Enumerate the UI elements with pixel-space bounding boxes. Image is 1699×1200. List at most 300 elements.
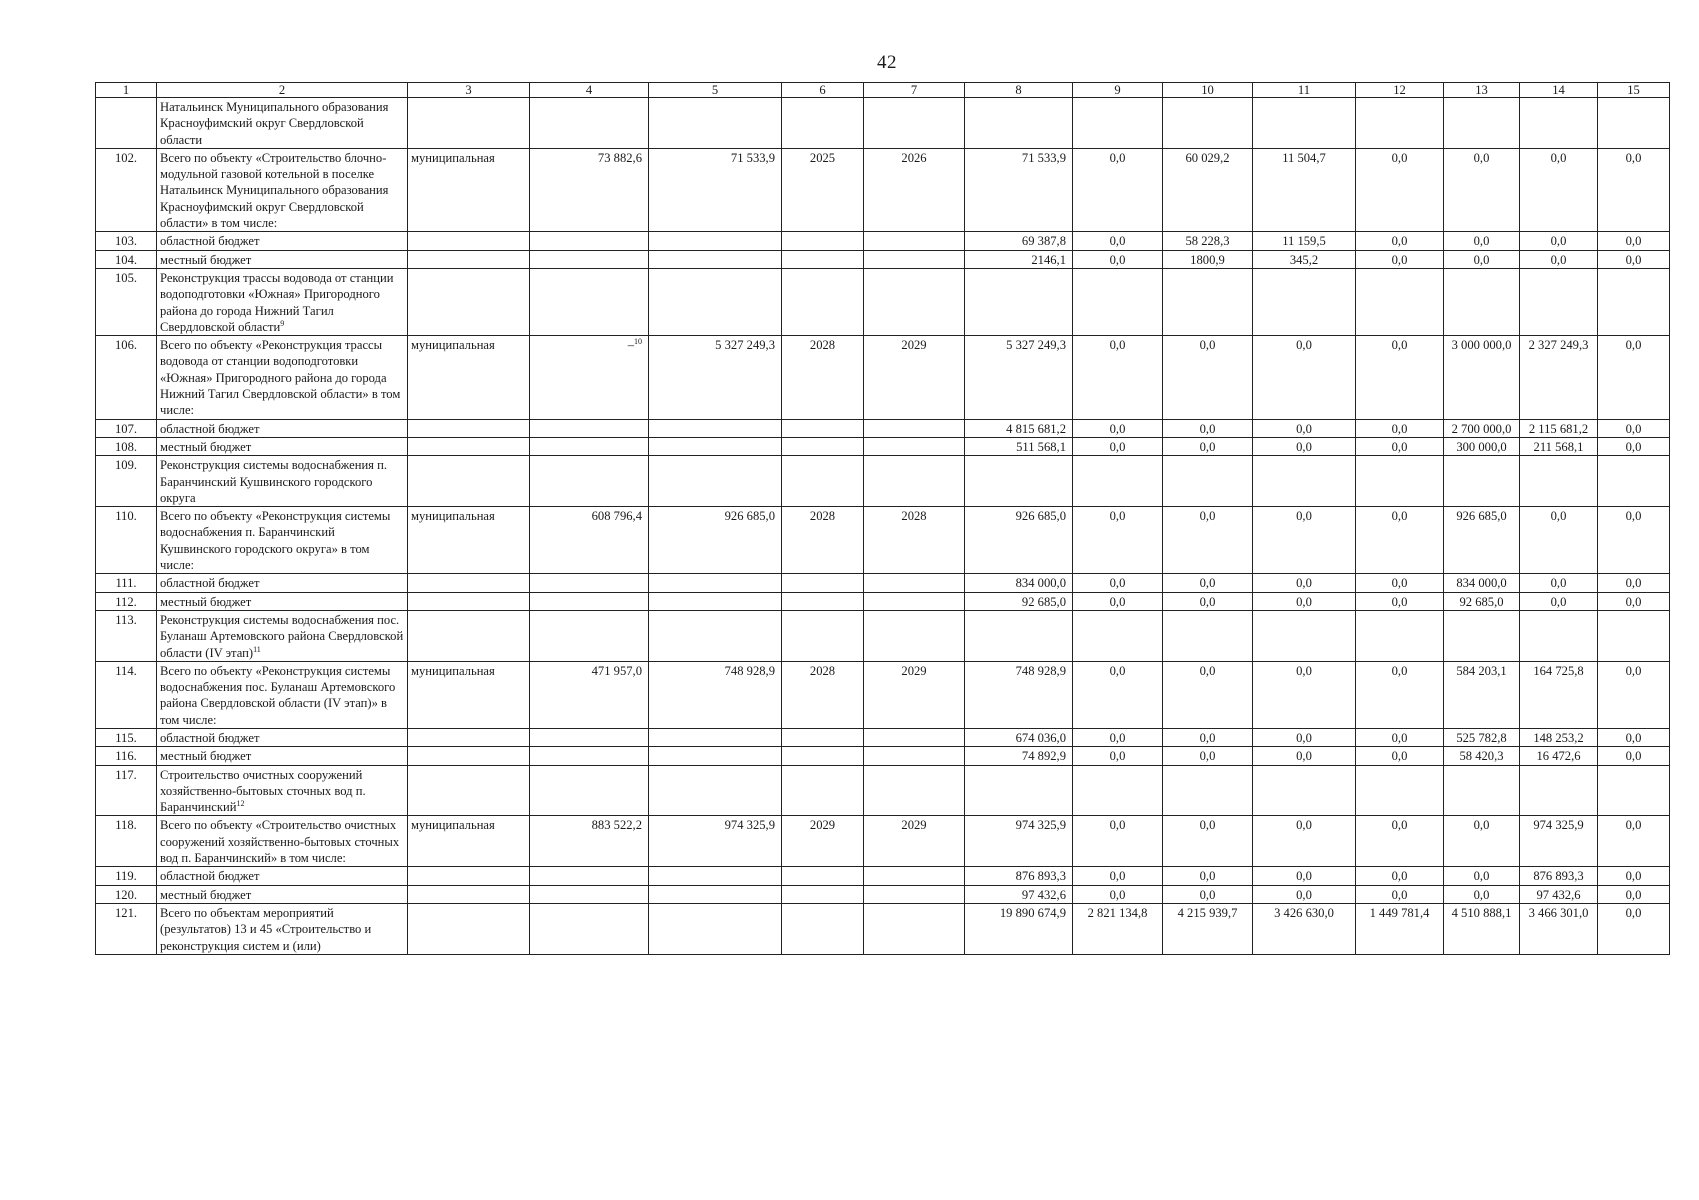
col-8-value — [965, 507, 1073, 574]
row-description-text: Всего по объекту «Реконструкция системы водоснабжения п. Баранчинский Кушвинского городского округа» в том числе: — [160, 509, 391, 573]
row-index — [96, 885, 157, 903]
col-14-value-text: 0,0 — [1550, 252, 1567, 267]
col-10-value-text: 0,0 — [1199, 749, 1216, 764]
row-description — [157, 507, 408, 574]
col-14-value-text: 3 466 301,0 — [1528, 905, 1589, 920]
col-5-value — [649, 437, 782, 455]
col-15-value — [1598, 592, 1670, 610]
row-description — [157, 885, 408, 903]
col-5-value — [649, 903, 782, 954]
col-8-value — [965, 885, 1073, 903]
col-12-value-text: 0,0 — [1391, 439, 1408, 454]
row-index-text: 102. — [114, 150, 138, 165]
col-15-value — [1598, 765, 1670, 816]
col-11-value-text: 0,0 — [1296, 338, 1312, 353]
col-9-value — [1073, 903, 1163, 954]
start-year-text: 2025 — [809, 150, 836, 165]
ownership-type — [408, 419, 530, 437]
row-index-text: 109. — [114, 458, 138, 473]
row-description — [157, 816, 408, 867]
table-row — [96, 336, 1670, 419]
col-12-value — [1356, 867, 1444, 885]
col-15-value — [1598, 232, 1670, 250]
col-12-value — [1356, 232, 1444, 250]
col-5-value — [649, 232, 782, 250]
col-5-value-text: 974 325,9 — [724, 818, 775, 833]
start-year-text: 2029 — [809, 818, 836, 833]
col-11-value — [1253, 574, 1356, 592]
col-14-value-text: 148 253,2 — [1533, 730, 1584, 745]
col-15-value — [1598, 816, 1670, 867]
table-row — [96, 885, 1670, 903]
col-4-value — [530, 592, 649, 610]
col-12-value — [1356, 903, 1444, 954]
col-14-value-text: 0,0 — [1550, 150, 1567, 165]
col-15-value — [1598, 574, 1670, 592]
start-year — [782, 419, 864, 437]
col-9-value — [1073, 747, 1163, 765]
col-4-value-text: – — [627, 338, 634, 353]
row-index-text: 115. — [115, 730, 137, 745]
row-index — [96, 98, 157, 149]
col-14-value — [1520, 903, 1598, 954]
row-index — [96, 592, 157, 610]
col-9-value — [1073, 765, 1163, 816]
col-10-value — [1163, 336, 1253, 419]
col-8-value — [965, 816, 1073, 867]
col-14-value — [1520, 98, 1598, 149]
start-year — [782, 765, 864, 816]
col-10-value — [1163, 507, 1253, 574]
col-13-value — [1444, 437, 1520, 455]
col-14-value — [1520, 336, 1598, 419]
row-description-text: местный бюджет — [160, 252, 252, 267]
col-11-value — [1253, 728, 1356, 746]
col-11-value — [1253, 232, 1356, 250]
end-year-text: 2029 — [901, 338, 927, 353]
table-row — [96, 574, 1670, 592]
column-number: 10 — [1163, 83, 1253, 98]
row-index-text: 114. — [115, 663, 137, 678]
col-12-value — [1356, 728, 1444, 746]
col-4-value — [530, 574, 649, 592]
col-11-value — [1253, 661, 1356, 728]
table-row — [96, 437, 1670, 455]
col-10-value-text: 0,0 — [1199, 338, 1216, 353]
col-5-value — [649, 268, 782, 335]
col-12-value-text: 1 449 781,4 — [1369, 905, 1430, 920]
col-9-value — [1073, 885, 1163, 903]
row-index — [96, 419, 157, 437]
col-11-value-text: 0,0 — [1296, 730, 1312, 745]
row-description — [157, 250, 408, 268]
col-8-value — [965, 250, 1073, 268]
col-8-value — [965, 661, 1073, 728]
col-13-value-text: 0,0 — [1473, 869, 1490, 884]
col-10-value — [1163, 419, 1253, 437]
col-12-value-text: 0,0 — [1391, 887, 1408, 902]
col-14-value — [1520, 867, 1598, 885]
col-5-value-text: 926 685,0 — [724, 509, 775, 524]
row-description — [157, 747, 408, 765]
start-year — [782, 148, 864, 231]
col-4-value-text: 471 957,0 — [591, 663, 642, 678]
col-15-value — [1598, 903, 1670, 954]
row-description — [157, 765, 408, 816]
col-12-value-text: 0,0 — [1391, 749, 1408, 764]
row-description-text: Всего по объектам мероприятий (результатов) 13 и 45 «Строительство и реконструкция систем и (или) — [160, 905, 372, 953]
end-year-text: 2029 — [901, 663, 927, 678]
col-12-value — [1356, 816, 1444, 867]
table-row — [96, 98, 1670, 149]
col-14-value-text: 16 472,6 — [1536, 749, 1581, 764]
col-10-value — [1163, 885, 1253, 903]
col-14-value-text: 97 432,6 — [1536, 887, 1581, 902]
row-index-text: 111. — [115, 576, 137, 591]
col-10-value-text: 0,0 — [1199, 818, 1216, 833]
col-15-value-text: 0,0 — [1625, 421, 1642, 436]
col-4-value-text: 73 882,6 — [597, 150, 642, 165]
table-row — [96, 816, 1670, 867]
column-number: 15 — [1598, 83, 1670, 98]
col-11-value — [1253, 816, 1356, 867]
ownership-type — [408, 610, 530, 661]
start-year — [782, 610, 864, 661]
col-8-value-text: 97 432,6 — [1021, 887, 1066, 902]
col-13-value-text: 2 700 000,0 — [1451, 421, 1512, 436]
col-12-value-text: 0,0 — [1391, 234, 1408, 249]
col-12-value-text: 0,0 — [1391, 338, 1408, 353]
col-4-value-text: 608 796,4 — [591, 509, 642, 524]
col-8-value — [965, 336, 1073, 419]
col-12-value — [1356, 437, 1444, 455]
ownership-type — [408, 867, 530, 885]
col-14-value — [1520, 885, 1598, 903]
col-13-value — [1444, 507, 1520, 574]
row-index-text: 107. — [114, 421, 138, 436]
page-number: 42 — [877, 52, 897, 73]
end-year — [864, 592, 965, 610]
start-year — [782, 232, 864, 250]
col-13-value — [1444, 885, 1520, 903]
footnote-mark: 9 — [280, 318, 285, 328]
col-11-value-text: 0,0 — [1296, 887, 1312, 902]
start-year — [782, 747, 864, 765]
row-index — [96, 816, 157, 867]
ownership-type-text: муниципальная — [411, 150, 495, 165]
col-13-value — [1444, 98, 1520, 149]
row-index-text: 108. — [114, 439, 138, 454]
col-13-value — [1444, 728, 1520, 746]
col-14-value — [1520, 456, 1598, 507]
col-12-value-text: 0,0 — [1391, 150, 1408, 165]
ownership-type-text: муниципальная — [411, 663, 495, 678]
col-10-value — [1163, 747, 1253, 765]
ownership-type — [408, 661, 530, 728]
row-index-text: 104. — [114, 252, 138, 267]
row-index-text: 105. — [114, 270, 138, 285]
row-description-text: областной бюджет — [160, 421, 260, 436]
col-9-value-text: 2 821 134,8 — [1087, 905, 1148, 920]
col-14-value-text: 0,0 — [1550, 576, 1567, 591]
col-4-value — [530, 336, 649, 419]
col-5-value — [649, 661, 782, 728]
col-9-value — [1073, 456, 1163, 507]
col-14-value-text: 876 893,3 — [1533, 869, 1584, 884]
col-8-value — [965, 747, 1073, 765]
start-year — [782, 728, 864, 746]
col-5-value — [649, 816, 782, 867]
col-13-value-text: 584 203,1 — [1456, 663, 1507, 678]
col-11-value-text: 0,0 — [1296, 749, 1312, 764]
row-description — [157, 437, 408, 455]
table-row — [96, 661, 1670, 728]
col-14-value — [1520, 419, 1598, 437]
col-10-value — [1163, 268, 1253, 335]
row-index-text: 112. — [115, 594, 137, 609]
col-10-value — [1163, 592, 1253, 610]
row-index-text: 119. — [115, 869, 137, 884]
col-8-value-text: 2146,1 — [1031, 252, 1066, 267]
col-5-value — [649, 98, 782, 149]
col-9-value — [1073, 661, 1163, 728]
col-13-value-text: 0,0 — [1473, 252, 1490, 267]
col-9-value-text: 0,0 — [1109, 421, 1126, 436]
col-10-value-text: 0,0 — [1199, 869, 1216, 884]
row-description — [157, 232, 408, 250]
end-year — [864, 336, 965, 419]
col-9-value-text: 0,0 — [1109, 663, 1126, 678]
col-8-value — [965, 148, 1073, 231]
end-year — [864, 867, 965, 885]
ownership-type — [408, 507, 530, 574]
row-index — [96, 232, 157, 250]
col-8-value-text: 511 568,1 — [1016, 439, 1066, 454]
column-number: 3 — [408, 83, 530, 98]
end-year-text: 2029 — [901, 818, 927, 833]
ownership-type — [408, 903, 530, 954]
ownership-type — [408, 747, 530, 765]
ownership-type — [408, 437, 530, 455]
col-8-value-text: 834 000,0 — [1015, 576, 1066, 591]
col-14-value — [1520, 232, 1598, 250]
col-11-value — [1253, 268, 1356, 335]
col-4-value — [530, 437, 649, 455]
column-number: 14 — [1520, 83, 1598, 98]
col-11-value-text: 0,0 — [1296, 663, 1312, 678]
table-row — [96, 507, 1670, 574]
row-description — [157, 728, 408, 746]
col-9-value-text: 0,0 — [1109, 887, 1126, 902]
col-11-value — [1253, 885, 1356, 903]
col-4-value — [530, 610, 649, 661]
col-12-value — [1356, 765, 1444, 816]
col-15-value-text: 0,0 — [1625, 905, 1642, 920]
col-13-value-text: 4 510 888,1 — [1451, 905, 1512, 920]
col-13-value-text: 0,0 — [1473, 234, 1490, 249]
row-description — [157, 98, 408, 149]
col-15-value-text: 0,0 — [1625, 509, 1642, 524]
col-13-value-text: 0,0 — [1473, 887, 1490, 902]
col-9-value-text: 0,0 — [1109, 869, 1126, 884]
row-index-text: 121. — [114, 905, 138, 920]
col-14-value-text: 164 725,8 — [1533, 663, 1584, 678]
end-year — [864, 661, 965, 728]
end-year-text: 2028 — [901, 509, 927, 524]
col-10-value-text: 0,0 — [1199, 887, 1216, 902]
table-row — [96, 765, 1670, 816]
col-14-value — [1520, 728, 1598, 746]
col-8-value-text: 5 327 249,3 — [1006, 338, 1066, 353]
column-number: 5 — [649, 83, 782, 98]
col-11-value — [1253, 336, 1356, 419]
row-index-text: 118. — [115, 818, 137, 833]
row-description — [157, 268, 408, 335]
col-13-value — [1444, 592, 1520, 610]
col-9-value — [1073, 250, 1163, 268]
col-11-value-text: 11 159,5 — [1282, 234, 1326, 249]
col-13-value — [1444, 816, 1520, 867]
column-number-row — [96, 83, 1670, 98]
row-index — [96, 456, 157, 507]
ownership-type — [408, 574, 530, 592]
col-13-value-text: 0,0 — [1473, 818, 1490, 833]
col-15-value — [1598, 507, 1670, 574]
col-15-value-text: 0,0 — [1625, 252, 1642, 267]
end-year — [864, 816, 965, 867]
row-index — [96, 661, 157, 728]
col-8-value-text: 4 815 681,2 — [1006, 421, 1066, 436]
col-9-value-text: 0,0 — [1109, 594, 1126, 609]
col-10-value-text: 0,0 — [1199, 421, 1216, 436]
col-5-value — [649, 419, 782, 437]
col-14-value-text: 0,0 — [1550, 234, 1567, 249]
row-description — [157, 661, 408, 728]
col-5-value — [649, 148, 782, 231]
col-11-value-text: 11 504,7 — [1282, 150, 1326, 165]
row-description-text: Всего по объекту «Реконструкция системы водоснабжения пос. Буланаш Артемовского района Свердловской области (IV этап)» в том числе: — [160, 663, 396, 727]
col-10-value-text: 0,0 — [1199, 730, 1216, 745]
row-index — [96, 268, 157, 335]
end-year — [864, 507, 965, 574]
row-description-text: местный бюджет — [160, 594, 252, 609]
col-11-value — [1253, 592, 1356, 610]
col-15-value — [1598, 747, 1670, 765]
column-number: 2 — [157, 83, 408, 98]
row-description — [157, 867, 408, 885]
col-10-value — [1163, 765, 1253, 816]
column-number: 12 — [1356, 83, 1444, 98]
table-row — [96, 610, 1670, 661]
col-15-value — [1598, 437, 1670, 455]
row-description — [157, 148, 408, 231]
col-5-value-text: 71 533,9 — [730, 150, 775, 165]
col-9-value — [1073, 867, 1163, 885]
col-13-value — [1444, 456, 1520, 507]
row-description-text: Реконструкция системы водоснабжения пос. Буланаш Артемовского района Свердловской области (IV этап) — [160, 612, 404, 660]
col-4-value — [530, 661, 649, 728]
col-4-value — [530, 728, 649, 746]
ownership-type — [408, 816, 530, 867]
col-12-value — [1356, 747, 1444, 765]
col-11-value-text: 3 426 630,0 — [1274, 905, 1334, 920]
end-year — [864, 437, 965, 455]
col-12-value — [1356, 268, 1444, 335]
col-11-value-text: 0,0 — [1296, 576, 1312, 591]
col-12-value — [1356, 419, 1444, 437]
col-10-value — [1163, 98, 1253, 149]
col-9-value — [1073, 148, 1163, 231]
col-15-value-text: 0,0 — [1625, 818, 1642, 833]
col-4-value-text: 883 522,2 — [591, 818, 642, 833]
col-15-value-text: 0,0 — [1625, 887, 1642, 902]
col-11-value — [1253, 867, 1356, 885]
col-13-value — [1444, 148, 1520, 231]
start-year — [782, 98, 864, 149]
col-14-value — [1520, 592, 1598, 610]
col-12-value — [1356, 574, 1444, 592]
col-12-value — [1356, 592, 1444, 610]
col-4-value — [530, 456, 649, 507]
column-number: 4 — [530, 83, 649, 98]
col-13-value-text: 926 685,0 — [1456, 509, 1507, 524]
col-9-value-text: 0,0 — [1109, 234, 1126, 249]
col-10-value-text: 0,0 — [1199, 594, 1216, 609]
col-4-value — [530, 765, 649, 816]
col-15-value-text: 0,0 — [1625, 594, 1642, 609]
row-description-text: Натальинск Муниципального образования Красноуфимский округ Свердловской области — [160, 100, 389, 147]
table-row — [96, 456, 1670, 507]
end-year — [864, 903, 965, 954]
col-10-value — [1163, 610, 1253, 661]
col-15-value — [1598, 867, 1670, 885]
col-11-value — [1253, 765, 1356, 816]
col-13-value — [1444, 661, 1520, 728]
col-8-value — [965, 419, 1073, 437]
col-11-value — [1253, 437, 1356, 455]
col-10-value — [1163, 456, 1253, 507]
start-year — [782, 250, 864, 268]
table-row — [96, 903, 1670, 954]
row-description-text: Реконструкция трассы водовода от станции водоподготовки «Южная» Пригородного района до города Нижний Тагил Свердловской области — [160, 270, 394, 334]
col-10-value — [1163, 437, 1253, 455]
end-year — [864, 98, 965, 149]
col-9-value-text: 0,0 — [1109, 509, 1126, 524]
col-8-value-text: 69 387,8 — [1021, 234, 1066, 249]
row-description-text: Строительство очистных сооружений хозяйственно-бытовых сточных вод п. Баранчинский — [160, 767, 366, 815]
col-10-value-text: 0,0 — [1199, 509, 1216, 524]
column-number: 8 — [965, 83, 1073, 98]
col-4-value — [530, 419, 649, 437]
col-15-value-text: 0,0 — [1625, 749, 1642, 764]
ownership-type-text: муниципальная — [411, 509, 495, 524]
row-description — [157, 592, 408, 610]
col-10-value — [1163, 728, 1253, 746]
col-4-value — [530, 250, 649, 268]
col-15-value-text: 0,0 — [1625, 869, 1642, 884]
col-9-value-text: 0,0 — [1109, 730, 1126, 745]
col-10-value-text: 1800,9 — [1190, 252, 1225, 267]
col-9-value — [1073, 98, 1163, 149]
col-13-value-text: 834 000,0 — [1456, 576, 1507, 591]
col-14-value-text: 2 115 681,2 — [1528, 421, 1589, 436]
col-11-value — [1253, 456, 1356, 507]
row-index-text: 120. — [114, 887, 138, 902]
start-year — [782, 903, 864, 954]
col-5-value — [649, 336, 782, 419]
col-8-value-text: 92 685,0 — [1021, 594, 1066, 609]
col-9-value-text: 0,0 — [1109, 576, 1126, 591]
